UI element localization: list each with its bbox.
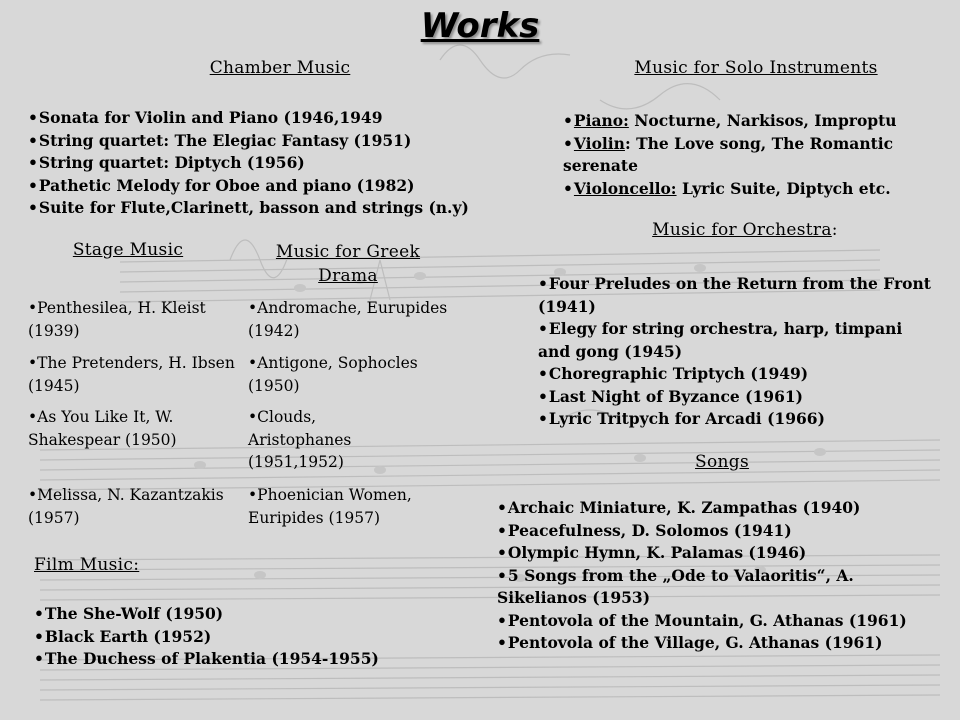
list-item: •Penthesilea, H. Kleist (1939) [28, 299, 206, 340]
list-item: •Clouds, Aristophanes (1951,1952) [248, 408, 352, 471]
songs-heading: Songs [695, 452, 749, 472]
list-item: •5 Songs from the „Ode to Valaoritis“, A. Sikelianos (1953) [497, 565, 854, 607]
list-item: •As You Like It, W. Shakespear (1950) [28, 408, 177, 449]
list-item: •Suite for Flute,Clarinett, basson and strings (n.y) [28, 198, 469, 217]
list-item: •String quartet: The Elegiac Fantasy (1951) [28, 130, 412, 150]
list-item: •Violin: The Love song, The Romantic serenate [563, 133, 894, 175]
list-item: •Last Night of Byzance (1961) [538, 386, 803, 406]
list-item: •Olympic Hymn, K. Palamas (1946) [497, 543, 807, 562]
list-item: •String quartet: Diptych (1956) [28, 153, 305, 172]
chamber-music-list [28, 107, 548, 220]
chamber-music-heading: Chamber Music [209, 58, 351, 78]
list-item: •The She-Wolf (1950) [34, 604, 224, 623]
list-item: •The Pretenders, H. Ibsen (1945) [28, 354, 235, 395]
list-item: •Lyric Tritpych for Arcadi (1966) [538, 409, 825, 428]
solo-instruments-heading: Music for Solo Instruments [634, 58, 878, 78]
list-item: •Black Earth (1952) [34, 626, 212, 646]
list-item: •Elegy for string orchestra, harp, timpani and gong (1945) [538, 319, 903, 361]
list-item: •Melissa, N. Kazantzakis (1957) [28, 486, 224, 527]
stage-music-heading: Stage Music [72, 240, 184, 260]
list-item: •Sonata for Violin and Piano (1946,1949 [28, 108, 383, 127]
songs-list [497, 497, 937, 655]
solo-instruments-list [563, 110, 943, 200]
list-item: •Archaic Miniature, K. Zampathas (1940) [497, 498, 861, 517]
list-item: •Antigone, Sophocles (1950) [248, 354, 418, 395]
list-item: •Piano: Nocturne, Narkisos, Improptu [563, 111, 897, 130]
list-item: •Four Preludes on the Return from the Front (1941) [538, 274, 931, 316]
list-item: •The Duchess of Plakentia (1954-1955) [34, 649, 379, 668]
film-music-heading: Film Music: [34, 555, 140, 575]
list-item: •Peacefulness, D. Solomos (1941) [497, 520, 792, 540]
orchestra-heading: Music for Orchestra: [652, 220, 838, 240]
greek-drama-heading: Music for Greek Drama [275, 242, 421, 286]
list-item: •Andromache, Eurupides (1942) [248, 299, 448, 340]
list-item: •Pentovola of the Village, G. Athanas (1961) [497, 633, 883, 652]
page-title: Works [420, 6, 540, 46]
list-item: •Choregraphic Triptych (1949) [538, 364, 809, 383]
list-item: •Pathetic Melody for Oboe and piano (1982) [28, 175, 415, 195]
list-item: •Pentovola of the Mountain, G. Athanas (1961) [497, 610, 907, 630]
list-item: •Phoenician Women, Euripides (1957) [248, 486, 412, 527]
orchestra-list [538, 273, 933, 431]
film-music-list [34, 603, 474, 671]
list-item: •Violoncello: Lyric Suite, Diptych etc. [563, 178, 891, 198]
